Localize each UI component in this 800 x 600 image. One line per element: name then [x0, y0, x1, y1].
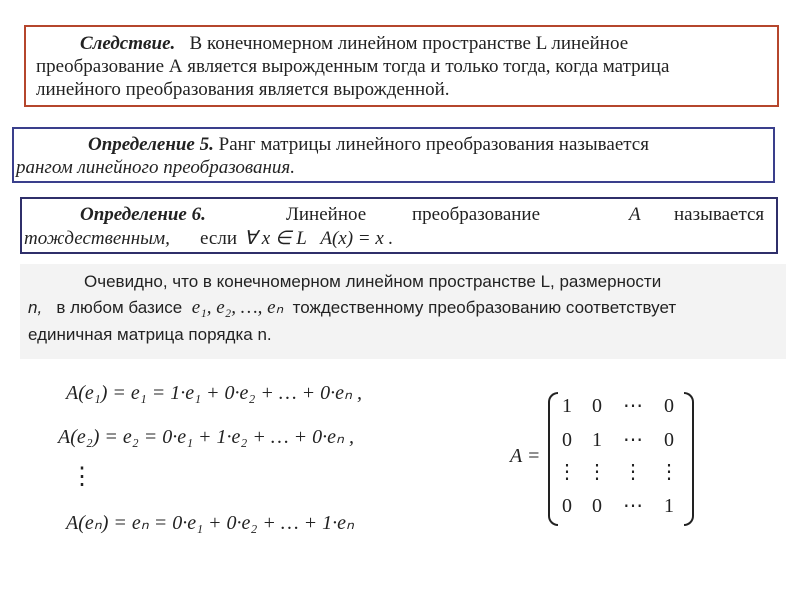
corollary-line1: В конечномерном линейном пространстве L линейное [189, 33, 629, 54]
observation-line2-a: в любом базисе [56, 298, 183, 317]
equation-2: A(e₂) = e₂ = 0·e₁ + 1·e₂ + … + 0·eₙ , [58, 426, 354, 448]
matrix-cell: ⋮ [587, 461, 607, 483]
observation-line1: Очевидно, что в конечномерном линейном пространстве L, размерности [84, 272, 662, 291]
corollary-line3: линейного преобразования является вырожденной. [36, 79, 450, 100]
corollary-title: Следствие. [80, 33, 176, 54]
matrix-cell: 1 [592, 429, 602, 451]
definition-5-line2: рангом линейного преобразования. [16, 157, 295, 178]
word-if: если [200, 228, 237, 249]
identity-condition: ∀ x ∈ L A(x) = x . [244, 228, 394, 249]
definition-5-title: Определение 5. [88, 134, 214, 155]
matrix-cell: 1 [664, 495, 674, 517]
definition-6-title: Определение 6. [80, 204, 206, 225]
matrix-cell: ⋯ [623, 495, 643, 517]
matrix-label: A = [510, 445, 541, 467]
matrix-cell: ⋮ [623, 461, 643, 483]
definition-6-box [20, 197, 778, 254]
matrix-cell: ⋯ [623, 429, 643, 451]
equation-3: A(eₙ) = eₙ = 0·e₁ + 0·e₂ + … + 1·eₙ [66, 512, 354, 534]
matrix-cell: 0 [592, 495, 602, 517]
basis-vectors: e₁, e₂, …, eₙ [191, 297, 284, 318]
observation-line2-b: тождественному преобразованию соответствует [292, 298, 677, 317]
corollary-line2: преобразование А является вырожденным тогда и только тогда, когда матрица [36, 56, 670, 77]
word-transform: преобразование [412, 204, 541, 225]
matrix-right-bracket [684, 392, 694, 526]
equation-1: A(e₁) = e₁ = 1·e₁ + 0·e₂ + … + 0·eₙ , [66, 382, 362, 404]
matrix-cell: ⋯ [623, 395, 643, 417]
corollary-box [24, 25, 779, 107]
observation-line3: единичная матрица порядка n. [28, 325, 272, 344]
word-identity: тождественным, [24, 228, 170, 249]
matrix-cell: 0 [592, 395, 602, 417]
matrix-cell: 1 [562, 395, 572, 417]
word-called: называется [674, 204, 765, 225]
identity-matrix [510, 392, 694, 526]
matrix-cell: 0 [664, 395, 674, 417]
definition-5-line1: Ранг матрицы линейного преобразования называется [218, 134, 649, 155]
observation-box [20, 264, 786, 359]
matrix-cell: 0 [562, 429, 572, 451]
equations-vdots: ⋮ [70, 464, 94, 490]
word-linear: Линейное [286, 204, 367, 225]
matrix-cell: ⋮ [557, 461, 577, 483]
matrix-cell: 0 [664, 429, 674, 451]
definition-5-box [12, 127, 775, 183]
matrix-cell: 0 [562, 495, 572, 517]
matrix-cell: ⋮ [659, 461, 679, 483]
observation-n: n, [28, 298, 43, 317]
var-a: A [629, 204, 641, 225]
